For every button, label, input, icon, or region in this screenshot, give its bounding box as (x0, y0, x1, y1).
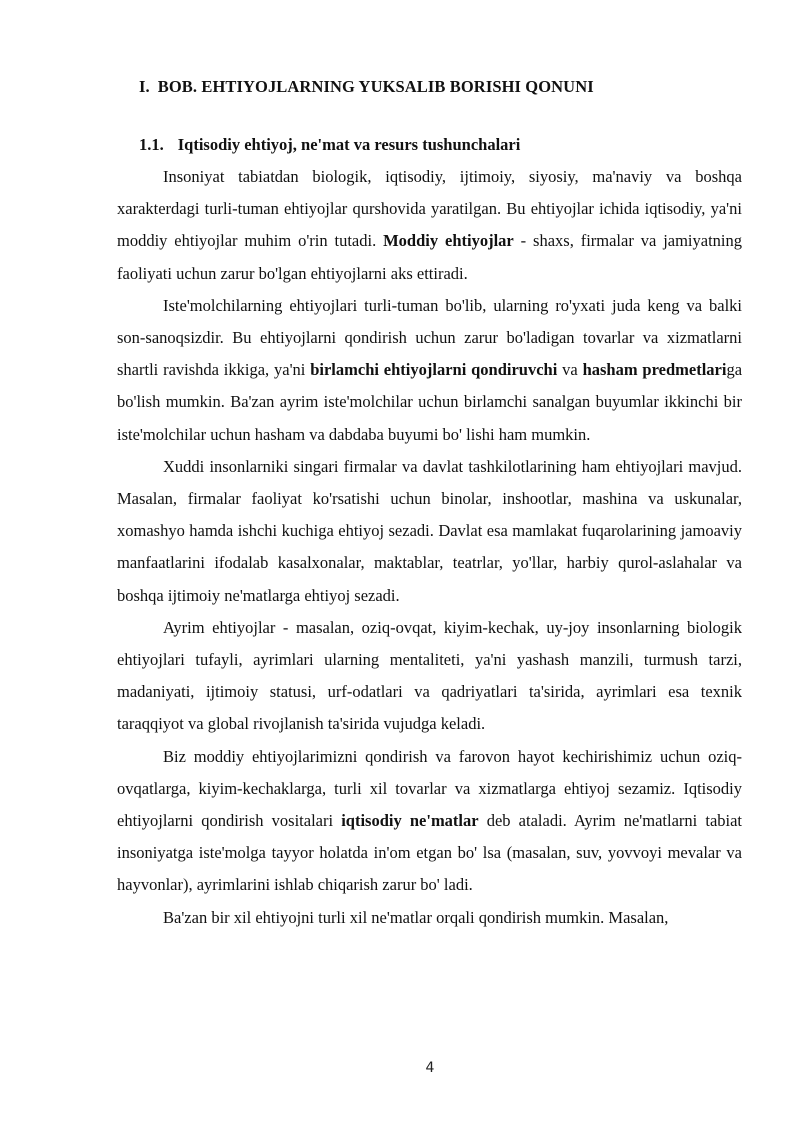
paragraph-4: Ayrim ehtiyojlar - masalan, oziq-ovqat, kiyim-kechak, uy-joy insonlarning biologik ehtiyojlari tufayli, ayrimlari ularning mentaliteti, ya'ni yashash manzili, turmush tarzi, madaniyati, ijtimoiy statusi, urf-odatlari va qadriyatlari ta'sirida, ayrimlari esa texnik taraqqiyot va global rivojlanish ta'sirida vujudga keladi. (117, 617, 742, 734)
paragraph-2-text-a: Iste'molchilarning ehtiyojlari turli-tuman bo'lib, ularning ro'yxati juda keng va balki son-sanoqsizdir. Bu ehtiyojlarni qondirish uchun zarur bo'ladigan tovarlar va xizmatlarni shartli ravishda ikkiga, ya'ni (117, 295, 742, 380)
paragraph-3: Xuddi insonlarniki singari firmalar va davlat tashkilotlarining ham ehtiyojlari mavjud. Masalan, firmalar faoliyat ko'rsatishi uchun binolar, inshootlar, mashina va uskunalar, xomashyo hamda ishchi kuchiga ehtiyoj sezadi. Davlat esa mamlakat fuqarolarining jamoaviy manfaatlarini ifodalab kasalxonalar, maktablar, teatrlar, yo'llar, harbiy qurol-aslahalar va boshqa ijtimoiy ne'matlarga ehtiyoj sezadi. (117, 456, 742, 605)
paragraph-1-text-a: Insoniyat tabiatdan biologik, iqtisodiy, ijtimoiy, siyosiy, ma'naviy va boshqa xarakterdagi turli-tuman ehtiyojlar qurshovida yaratilgan. Bu ehtiyojlar ichida iqtisodiy, ya'ni moddiy ehtiyojlar muhim o'rin tutadi. (117, 167, 742, 251)
paragraph-5 (117, 741, 742, 902)
chapter-heading (139, 74, 742, 100)
term-birlamchi-ehtiyojlar: birlamchi ehtiyojlarni qondiruvchi (310, 360, 558, 380)
term-iqtisodiy-nematlar: iqtisodiy ne'matlar (341, 811, 479, 831)
section-title-text: Iqtisodiy ehtiyoj, ne'mat va resurs tushunchalari (177, 135, 521, 154)
section-number: 1.1. (139, 135, 164, 154)
paragraph-1 (117, 161, 742, 290)
term-moddiy-ehtiyojlar: Moddiy ehtiyojlar (383, 231, 514, 251)
paragraph-2-text-e: ga bo'lish mumkin. Ba'zan ayrim iste'molchilar uchun birlamchi sanalgan buyumlar ikkinchi bir iste'molchilar uchun hasham va dabdaba buyumi bo' lishi ham mumkin. (117, 360, 743, 444)
page-number: 4 (425, 1060, 435, 1076)
document-page (117, 74, 742, 934)
paragraph-2 (117, 290, 742, 451)
chapter-number: I. (139, 77, 150, 96)
paragraph-6: Ba'zan bir xil ehtiyojni turli xil ne'matlar orqali qondirish mumkin. Masalan, (163, 907, 669, 927)
paragraph-5-text-c: deb ataladi. Ayrim ne'matlarni tabiat insoniyatga iste'molga tayyor holatda in'om etgan bo' lsa (masalan, suv, yovvoyi mevalar va hayvonlar), ayrimlarini ishlab chiqarish zarur bo' ladi. (117, 811, 743, 895)
paragraph-2-text-c: va (557, 360, 583, 380)
body-text (117, 161, 742, 934)
chapter-title-text: BOB. EHTIYOJLARNING YUKSALIB BORISHI QONUNI (157, 77, 594, 96)
paragraph-5-text-a: Biz moddiy ehtiyojlarimizni qondirish va farovon hayot kechirishimiz uchun oziq-ovqatlarga, kiyim-kechaklarga, turli xil tovarlar va xizmatlarga ehtiyoj sezamiz. Iqtisodiy ehtiyojlarni qondirish vositalari (117, 746, 742, 831)
term-hasham-predmetlari: hasham predmetlari (582, 360, 727, 380)
paragraph-1-text-c: - shaxs, firmalar va jamiyatning faoliyati uchun zarur bo'lgan ehtiyojlarni aks ettiradi. (117, 231, 743, 283)
section-heading (139, 132, 742, 158)
